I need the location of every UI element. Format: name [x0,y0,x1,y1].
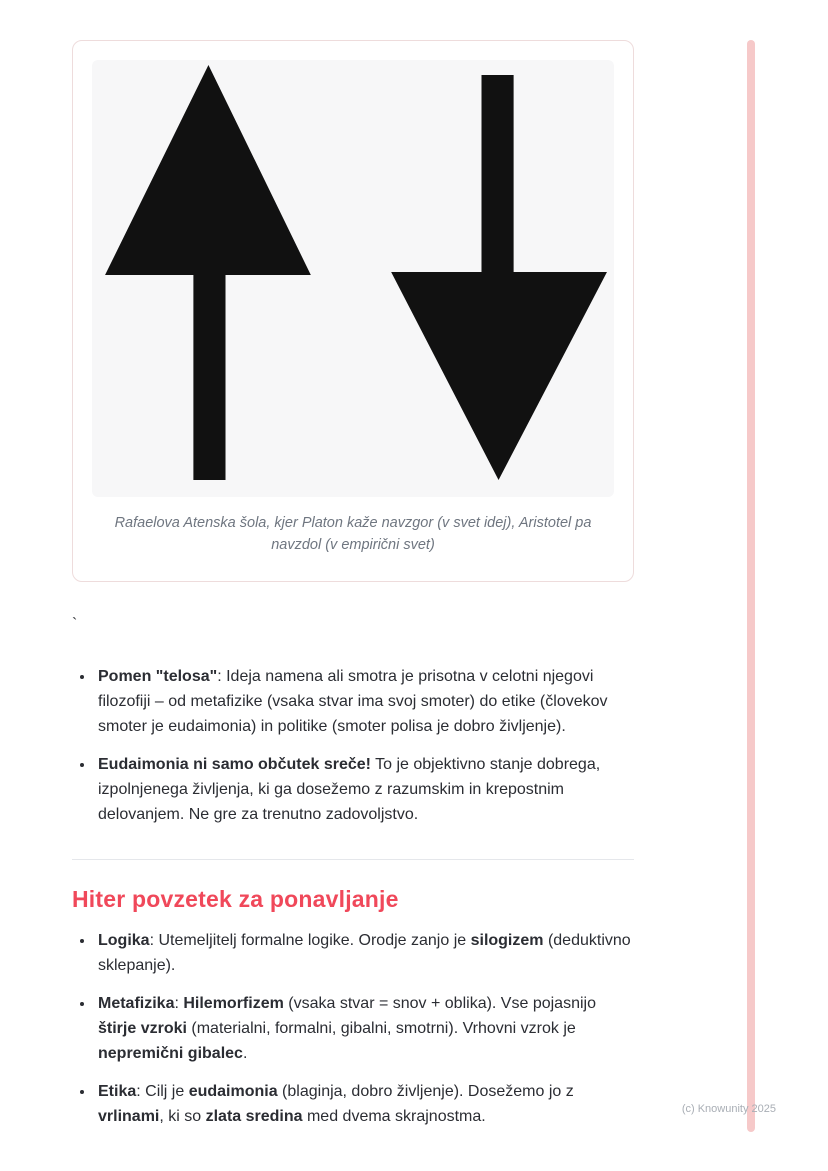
summary-bold-text: štirje vzroki [98,1019,187,1037]
note-text: : Ideja namena ali smotra je prisotna v celotni njegovi filozofiji – od metafizike (vsaka stvar ima svoj smoter) do etike (človekov smoter je eudaimonia) in politike (smoter polisa je dobro življenje). [98,667,608,735]
summary-bold-text: nepremični gibalec [98,1044,243,1062]
summary-text: (materialni, formalni, gibalni, smotrni). Vrhovni vzrok je [186,1019,576,1037]
figure-caption: Rafaelova Atenska šola, kjer Platon kaže navzgor (v svet idej), Aristotel pa navzdol (v empirični svet) [114,515,592,553]
summary-bold-text: Logika [98,931,150,949]
notes-list [72,664,634,827]
summary-text: . [242,1044,248,1062]
document-content [72,40,634,1142]
summary-bold-text: eudaimonia [188,1082,278,1100]
summary-bold-text: Metafizika [98,994,175,1012]
stray-backtick: ` [72,615,78,633]
summary-text: : [174,994,184,1012]
summary-bold-text: vrlinami [98,1107,160,1125]
summary-bold-text: Etika [98,1082,137,1100]
up-arrow-icon [105,65,311,480]
summary-text: : Utemeljitelj formalne logike. Orodje zanjo je [149,931,471,949]
figure-image [92,60,614,497]
note-bold-text: Eudaimonia ni samo občutek sreče! [98,755,371,773]
note-bold-text: Pomen "telosa" [98,667,218,685]
summary-text: : Cilj je [136,1082,189,1100]
list-item [95,1079,634,1129]
summary-text: (vsaka stvar = snov + oblika). Vse pojasnijo [283,994,596,1012]
summary-bold-text: Hilemorfizem [183,994,284,1012]
section-divider [72,859,634,860]
list-item [95,991,634,1066]
list-item [95,664,634,739]
summary-text: , ki so [159,1107,206,1125]
summary-heading: Hiter povzetek za ponavljanje [72,885,399,912]
summary-bold-text: silogizem [470,931,544,949]
summary-list [72,928,634,1129]
summary-text: (blaginja, dobro življenje). Dosežemo jo z [277,1082,574,1100]
down-arrow-icon [391,75,607,480]
list-item [95,752,634,827]
scrollbar[interactable] [747,40,755,1132]
summary-text: (deduktivno sklepanje). [98,931,631,974]
list-item [95,928,634,978]
figure-card [72,40,634,582]
summary-bold-text: zlata sredina [205,1107,303,1125]
arrows-illustration [92,60,614,497]
summary-text: med dvema skrajnostma. [302,1107,486,1125]
copyright-notice: (c) Knowunity 2025 [681,1103,776,1115]
note-text: To je objektivno stanje dobrega, izpolnjenega življenja, ki ga dosežemo z razumskim in krepostnim delovanjem. Ne gre za trenutno zadovoljstvo. [98,755,601,823]
